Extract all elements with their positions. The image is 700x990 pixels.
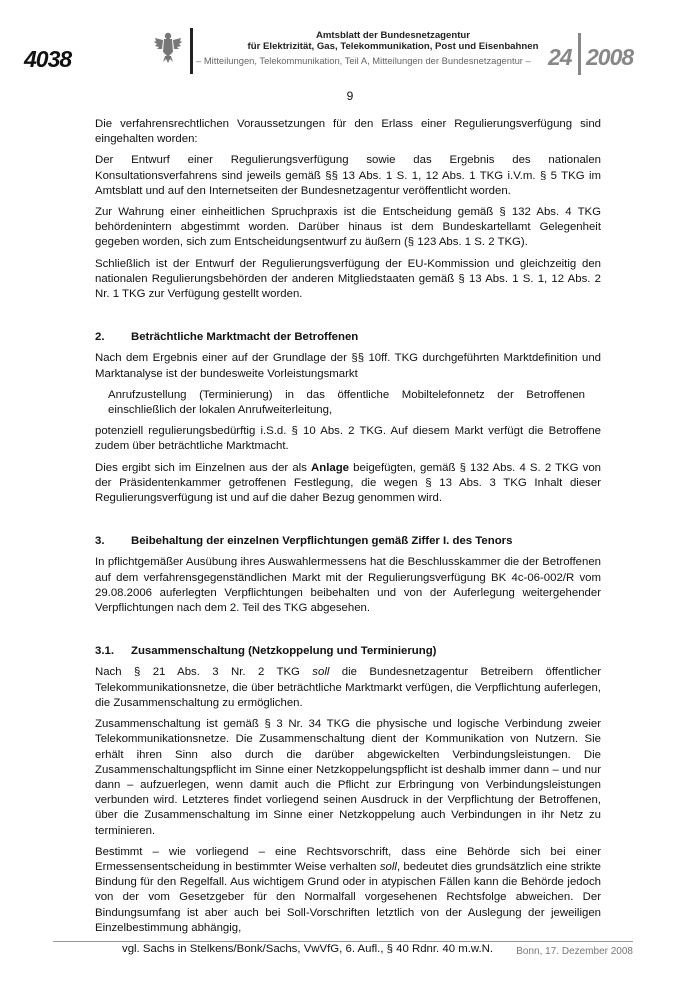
text-run: , bedeutet dies grundsätzlich eine strikte Bindung für den Regelfall. Aus wichtigem Grund oder in atypischen Fällen kann die Behörde jedoch von der vom Gesetzgeber für den Normalfall vorgesehenen Rechtsfolge abweichen. Der Bindungsumfang ist aber auch bei Soll-Vorschriften letztlich von der Auslegung der jeweiligen Einzelbestimmung abhängig,: [95, 860, 601, 934]
issue-divider: [578, 33, 581, 75]
paragraph: Die verfahrensrechtlichen Voraussetzungen für den Erlass einer Regulierungsverfügung sind eingehalten worden:: [95, 118, 601, 146]
paragraph: potenziell regulierungsbedürftig i.S.d. § 10 Abs. 2 TKG. Auf diesem Markt verfügt die Betroffene zudem über beträchtliche Marktmacht.: [95, 425, 601, 453]
section-number: 3.: [95, 535, 105, 548]
paragraph: [95, 845, 601, 936]
gazette-title: [190, 30, 596, 52]
italic-term: soll: [312, 666, 330, 679]
italic-term: soll: [379, 860, 397, 873]
paragraph: [95, 665, 601, 711]
paragraph: Der Entwurf einer Regulierungsverfügung sowie das Ergebnis des nationalen Konsultationsverfahrens sind jeweils gemäß §§ 13 Abs. 1 S. 1, 12 Abs. 1 TKG i.V.m. § 5 TKG im Amtsblatt und auf den Internetseiten der Bundesnetzagentur veröffentlicht worden.: [95, 154, 601, 197]
section-title: Zusammenschaltung (Netzkoppelung und Terminierung): [131, 645, 437, 658]
gazette-title-line1: Amtsblatt der Bundesnetzagentur: [315, 30, 471, 41]
federal-eagle-icon: [153, 30, 183, 64]
section-number: 3.1.: [95, 645, 114, 658]
text-run: beigefügten, gemäß § 132 Abs. 4 S. 2 TKG von der Präsidentenkammer getroffenen Festlegung, die wegen § 13 Abs. 3 TKG Inhalt dieser Regulierungsverfügung ist und auf die daher Bezug genommen wird.: [95, 461, 601, 505]
paragraph: In pflichtgemäßer Ausübung ihres Auswahlermessens hat die Beschlusskammer die der Betroffenen auf dem verfahrensgegenständlichen Markt mit der Regulierungsverfügung BK 4c-06-002/R vom 29.08.2006 auferlegten Verpflichtungen beibehalten und von der Auferlegung weitergehender Verpflichtungen nach dem 2. Teil des TKG abgesehen.: [95, 556, 601, 615]
section-heading-2: [95, 330, 601, 345]
section-title: Beträchtliche Marktmacht der Betroffenen: [131, 331, 359, 344]
section-title: Beibehaltung der einzelnen Verpflichtungen gemäß Ziffer I. des Tenors: [131, 535, 513, 548]
indented-paragraph: Anrufzustellung (Terminierung) in das öffentliche Mobiltelefonnetz der Betroffenen einschließlich der lokalen Anrufweiterleitung,: [108, 388, 585, 417]
gazette-title-line2: für Elektrizität, Gas, Telekommunikation, Post und Eisenbahnen: [247, 41, 539, 52]
text-run: Bestimmt – wie vorliegend – eine Rechtsvorschrift, dass eine Behörde sich bei einer Ermessensentscheidung in bestimmter Weise verhalten: [95, 845, 601, 873]
section-number: 2.: [95, 331, 105, 344]
paragraph: Nach dem Ergebnis einer auf der Grundlage der §§ 10ff. TKG durchgeführten Marktdefinition und Marktanalyse ist der bundesweite Vorleistungsmarkt: [95, 352, 601, 380]
page-number: 4038: [24, 46, 72, 72]
footer-divider: [53, 941, 633, 942]
paragraph: Zur Wahrung einer einheitlichen Spruchpraxis ist die Entscheidung gemäß § 132 Abs. 4 TKG behördenintern abgestimmt worden. Darüber hinaus ist dem Bundeskartellamt Gelegenheit gegeben worden, sich zum Entscheidungsentwurf zu äußern (§ 123 Abs. 1 S. 2 TKG).: [95, 206, 601, 249]
bold-term: Anlage: [311, 461, 350, 474]
section-heading-3: [95, 534, 601, 549]
paragraph: [95, 461, 601, 507]
paragraph: Zusammenschaltung ist gemäß § 3 Nr. 34 TKG die physische und logische Verbindung zweier Telekommunikationsnetze. Die Zusammenschaltung dient der Kommunikation von Nutzern. Sie erhält ihren Sinn also durch die darüber abgewickelten Verbindungsleistungen. Die Zusammenschaltungspflicht im Sinne einer Netzkoppelungspflicht ist deshalb immer dann – und nur dann – aufzuerlegen, wenn damit auch die Pflicht zur Erbringung von Verbindungsleistungen verbunden wird. Letzteres findet vorliegend seinen Ausdruck in der Verpflichtung der Betroffenen, über die Zusammenschaltung im Sinne einer Netzkoppelung auch Verbindungen in ihr Netz zu terminieren.: [95, 718, 601, 837]
inner-page-number: 9: [346, 89, 354, 103]
issue-year: 2008: [586, 44, 634, 70]
section-heading-3-1: [95, 644, 601, 659]
text-run: Dies ergibt sich im Einzelnen aus der als: [95, 461, 312, 474]
footer-place-date: Bonn, 17. Dezember 2008: [516, 946, 633, 957]
text-run: die Bundesnetzagentur Betreibern öffentlicher Telekommunikationsnetze, die über beträchtliche Marktmarkt verfügen, die Verpflichtung auferlegen, die Zusammenschaltung zu ermöglichen.: [95, 666, 601, 709]
paragraph: Schließlich ist der Entwurf der Regulierungsverfügung der EU-Kommission und gleichzeitig den nationalen Regulierungsbehörden der anderen Mitgliedstaaten gemäß § 13 Abs. 1 S. 1, 12 Abs. 2 Nr. 1 TKG zur Verfügung gestellt worden.: [95, 257, 601, 301]
gazette-subtitle: – Mitteilungen, Telekommunikation, Teil A, Mitteilungen der Bundesnetzagentur –: [196, 55, 531, 66]
citation: vgl. Sachs in Stelkens/Bonk/Sachs, VwVfG, 6. Aufl., § 40 Rdnr. 40 m.w.N.: [122, 942, 494, 955]
issue-number: 24: [548, 44, 572, 70]
document-body: [95, 117, 601, 963]
text-run: Nach § 21 Abs. 3 Nr. 2 TKG: [95, 666, 313, 679]
